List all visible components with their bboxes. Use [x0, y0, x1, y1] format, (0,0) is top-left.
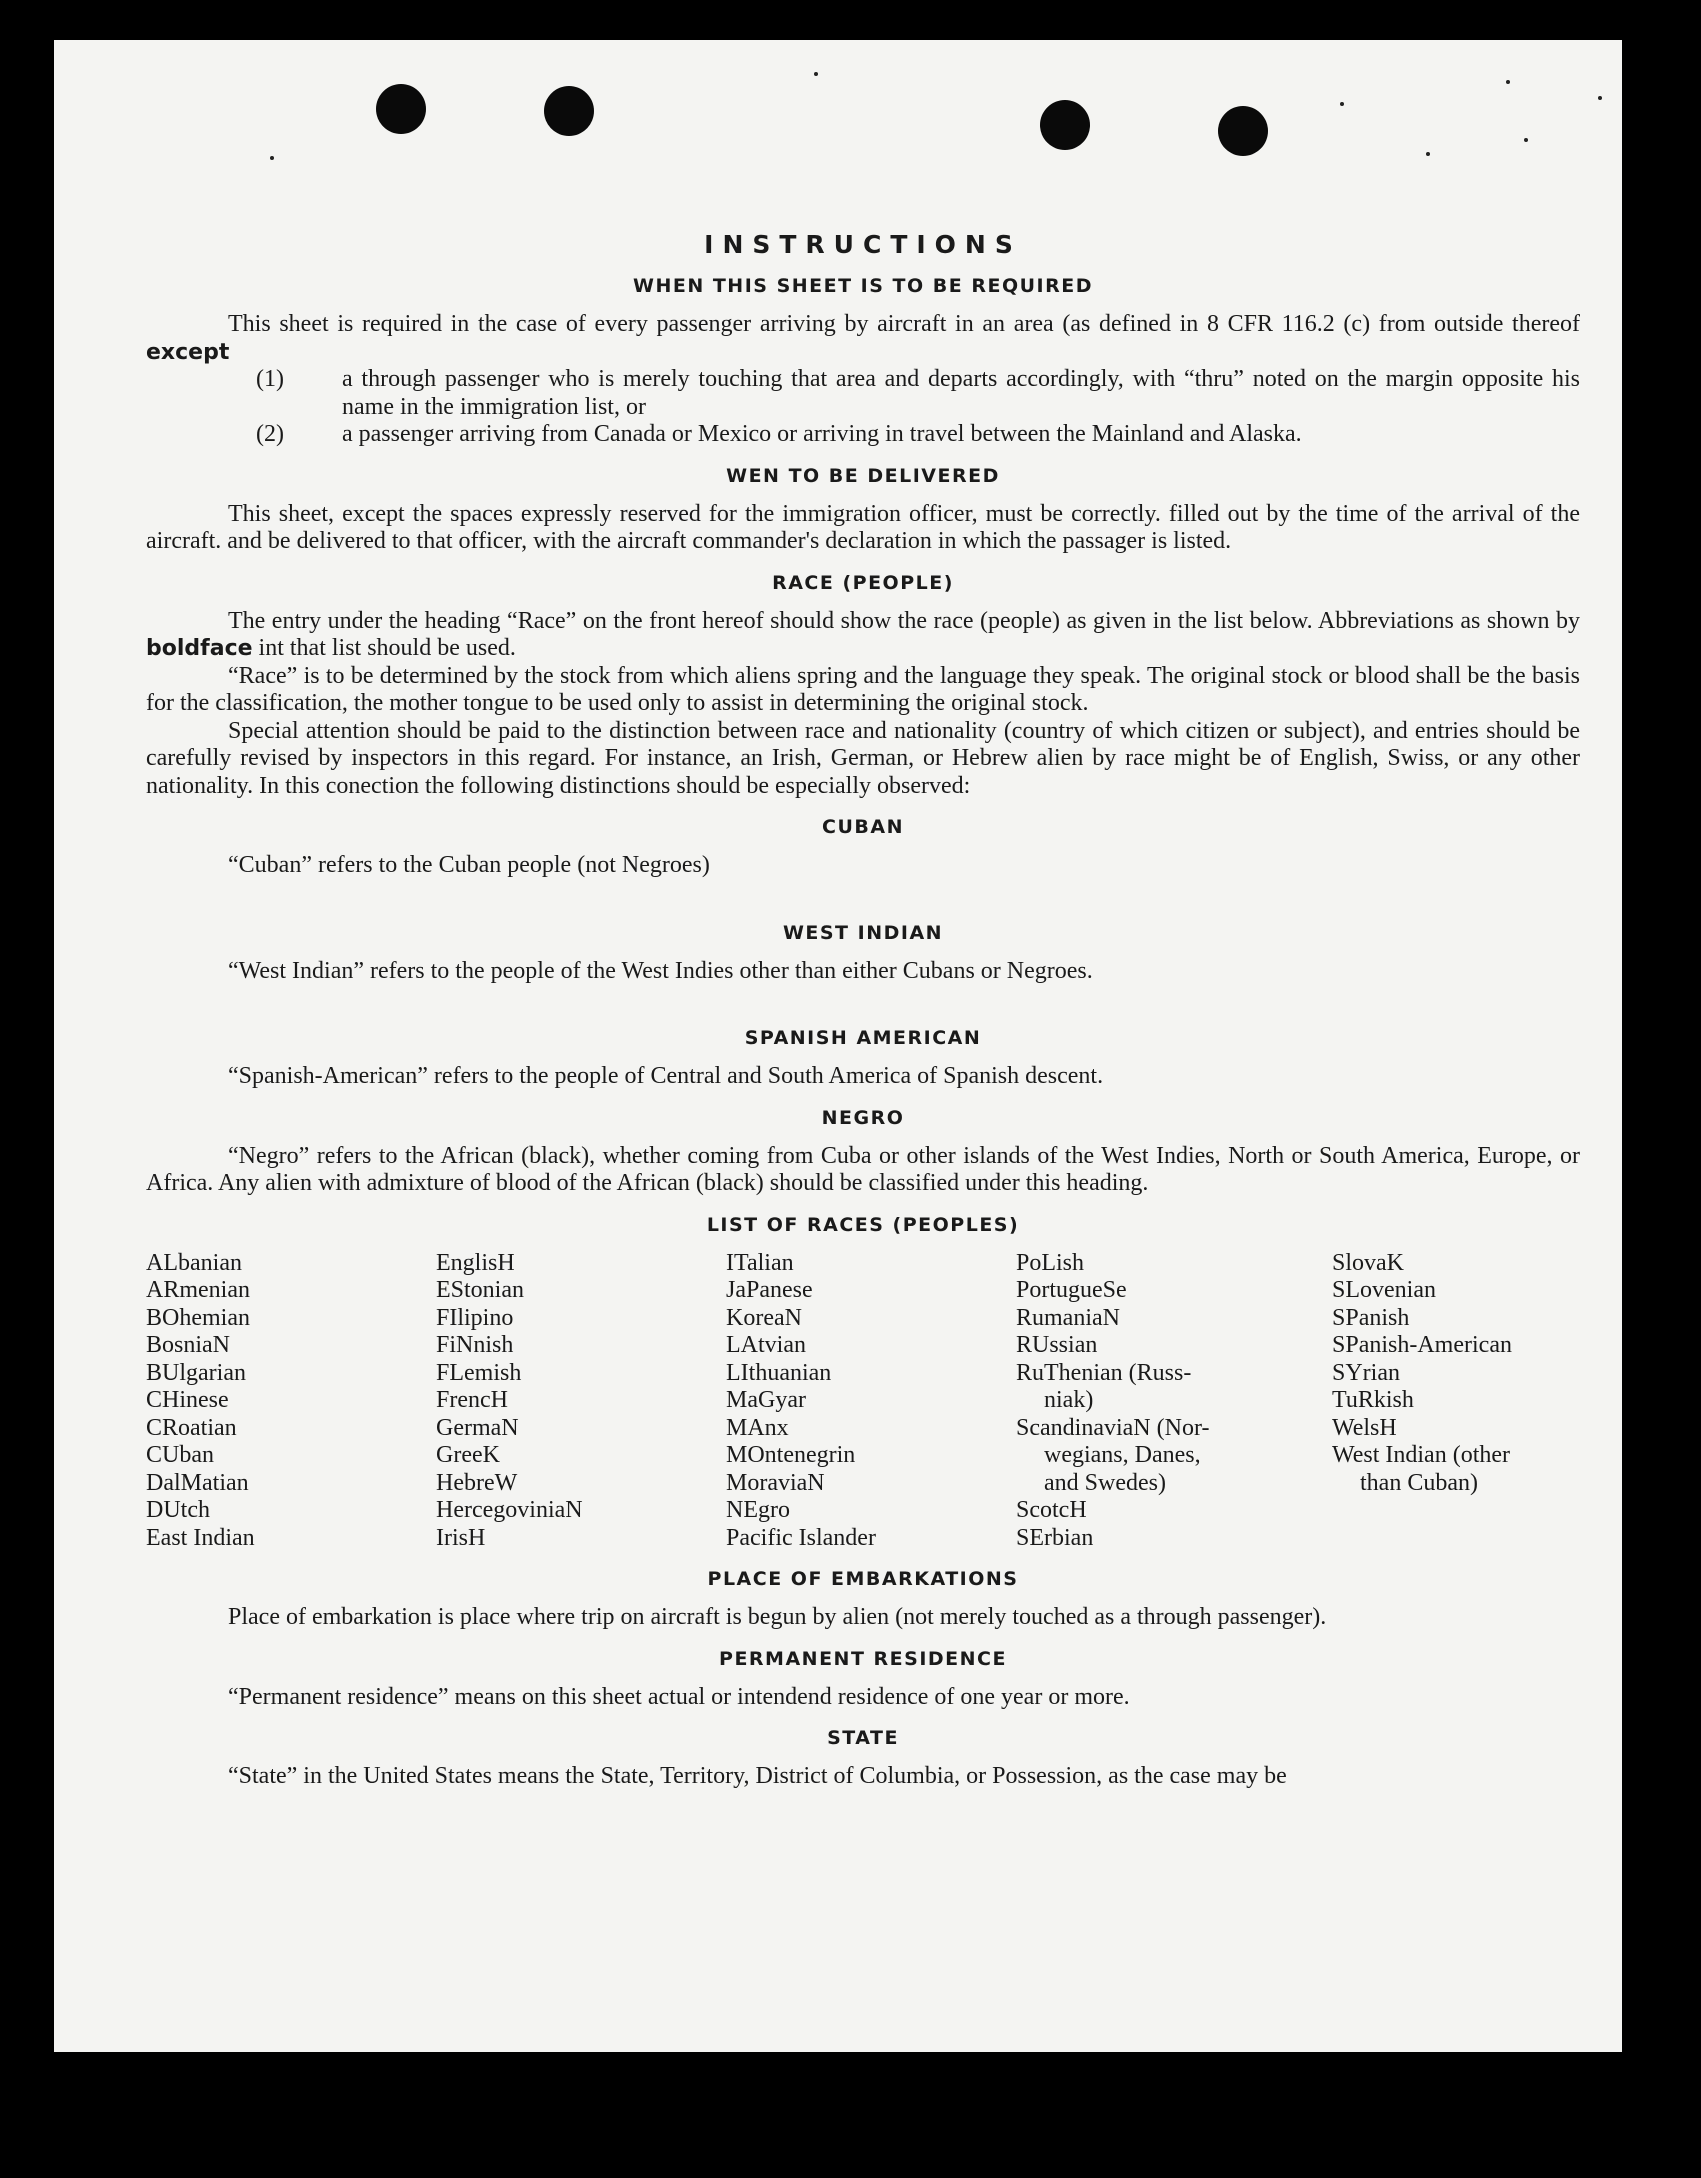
race-item: than Cuban)	[1360, 1469, 1478, 1496]
race-item: GermaN	[436, 1414, 519, 1441]
races-column-4	[1016, 1250, 1332, 1553]
paragraph-race-nationality: Special attention should be paid to the distinction between race and nationality (country of which citizen or subject), and entries should be carefully revised by inspectors in this regard. For instance, an Irish, German, or Hebrew alien by race might be of English, Swiss, or any other nationality. In this conection the following distinctions should be especially observed:	[146, 717, 1580, 799]
race-item: BosniaN	[146, 1332, 230, 1358]
race-item: ITalian	[726, 1249, 794, 1276]
race-item: LAtvian	[726, 1332, 806, 1358]
race-item: FiNnish	[436, 1332, 514, 1358]
heading-spanish-american: SPANISH AMERICAN	[744, 1027, 982, 1049]
race-item: SlovaK	[1332, 1249, 1404, 1276]
paragraph-race-entry: The entry under the heading “Race” on the front hereof should show the race (people) as given in the list below. Abbreviations as shown by boldface int that list should be used.	[146, 607, 1580, 661]
paragraph-permanent-residence: “Permanent residence” means on this sheet actual or intendend residence of one year or more.	[228, 1683, 1130, 1710]
speck	[1426, 152, 1430, 156]
races-column-2	[436, 1250, 726, 1553]
race-item: SPanish-American	[1332, 1332, 1512, 1358]
race-item: ScandinaviaN (Nor-	[1016, 1414, 1210, 1441]
paragraph-state: “State” in the United States means the State, Territory, District of Columbia, or Possession, as the case may be	[228, 1763, 1287, 1789]
race-item: West Indian (other	[1332, 1442, 1511, 1468]
race-item: CRoatian	[146, 1414, 237, 1441]
race-item: CUban	[146, 1442, 214, 1468]
races-column-3	[726, 1250, 1016, 1553]
speck	[1340, 102, 1344, 106]
race-item: BUlgarian	[146, 1359, 246, 1386]
race-item: NEgro	[726, 1497, 790, 1523]
race-item: IrisH	[436, 1524, 486, 1551]
paragraph-spanish-american: “Spanish-American” refers to the people of Central and South America of Spanish descent.	[228, 1063, 1104, 1089]
heading-delivered: WEN TO BE DELIVERED	[726, 464, 1000, 487]
heading-list-of-races: LIST OF RACES (PEOPLES)	[706, 1213, 1020, 1236]
race-item: GreeK	[436, 1442, 500, 1468]
paragraph-west-indian: “West Indian” refers to the people of the West Indies other than either Cubans or Negroes.	[228, 957, 1093, 984]
punch-hole	[376, 84, 426, 134]
heading-state: STATE	[827, 1727, 899, 1749]
race-item: KoreaN	[726, 1304, 802, 1331]
speck	[1524, 138, 1528, 142]
heading-west-indian: WEST INDIAN	[782, 921, 944, 944]
punch-hole	[1218, 106, 1268, 156]
race-item: FrencH	[436, 1387, 508, 1413]
race-item: and Swedes)	[1044, 1469, 1166, 1496]
races-column-5	[1332, 1250, 1580, 1553]
race-item: LIthuanian	[726, 1359, 832, 1386]
bold-except: except	[146, 339, 230, 365]
race-item: DalMatian	[146, 1469, 249, 1496]
race-item: ARmenian	[146, 1277, 250, 1303]
race-item: RUssian	[1016, 1332, 1098, 1358]
race-item: EStonian	[436, 1277, 524, 1303]
race-item: MaGyar	[726, 1387, 806, 1413]
race-item: JaPanese	[726, 1277, 813, 1303]
speck	[1506, 80, 1510, 84]
race-item: ScotcH	[1016, 1497, 1087, 1523]
paragraph-when-required: This sheet is required in the case of every passenger arriving by aircraft in an area (as defined in 8 CFR 116.2 (c) from outside thereof except	[146, 311, 1580, 365]
race-item: SLovenian	[1332, 1277, 1436, 1303]
speck	[270, 156, 274, 160]
races-column-1	[146, 1250, 436, 1553]
heading-cuban: CUBAN	[822, 816, 904, 838]
race-item: DUtch	[146, 1497, 210, 1523]
paragraph-delivered: This sheet, except the spaces expressly reserved for the immigration officer, must be correctly. filled out by the time of the arrival of the aircraft. and be delivered to that officer, with the aircraft commander's declaration in which the passager is listed.	[146, 500, 1580, 554]
race-item: SPanish	[1332, 1304, 1410, 1331]
race-item: East Indian	[146, 1524, 255, 1551]
paragraph-race-definition: “Race” is to be determined by the stock from which aliens spring and the language they speak. The original stock or blood shall be the basis for the classification, the mother tongue to be used only to assist in determining the original stock.	[146, 662, 1580, 716]
race-item: BOhemian	[146, 1304, 250, 1331]
heading-race: RACE (PEOPLE)	[772, 571, 954, 594]
races-list	[146, 1250, 1580, 1553]
speck	[814, 72, 818, 76]
race-item: HercegoviniaN	[436, 1497, 583, 1523]
document-body	[146, 185, 1580, 1791]
punch-hole	[544, 86, 594, 136]
heading-negro: NEGRO	[821, 1106, 905, 1129]
speck	[1598, 96, 1602, 100]
document-page	[54, 40, 1622, 2052]
race-item: EnglisH	[436, 1249, 515, 1276]
paragraph-embarkation: Place of embarkation is place where trip on aircraft is begun by alien (not merely touched as a through passenger).	[228, 1604, 1327, 1630]
list-item-canada-mexico: (2) a passenger arriving from Canada or Mexico or arriving in travel between the Mainland and Alaska.	[256, 421, 1302, 447]
bold-boldface: boldface	[146, 636, 253, 661]
paragraph-cuban: “Cuban” refers to the Cuban people (not Negroes)	[228, 852, 710, 878]
paragraph-negro: “Negro” refers to the African (black), whether coming from Cuba or other islands of the West Indies, North or South America, Europe, or Africa. Any alien with admixture of blood of the African (black) should be classified under this heading.	[146, 1142, 1580, 1196]
race-item: RumaniaN	[1016, 1304, 1120, 1331]
race-item: RuThenian (Russ-	[1016, 1359, 1192, 1386]
race-item: SYrian	[1332, 1359, 1400, 1386]
heading-when-required: WHEN THIS SHEET IS TO BE REQUIRED	[632, 275, 1093, 297]
page-title: INSTRUCTIONS	[704, 230, 1022, 259]
race-item: wegians, Danes,	[1044, 1442, 1201, 1468]
race-item: CHinese	[146, 1387, 229, 1413]
race-item: ALbanian	[146, 1249, 242, 1276]
race-item: MOntenegrin	[726, 1442, 856, 1468]
punch-hole	[1040, 100, 1090, 150]
race-item: HebreW	[436, 1469, 518, 1496]
race-item: niak)	[1044, 1387, 1094, 1413]
race-item: PoLish	[1016, 1249, 1085, 1276]
race-item: Pacific Islander	[726, 1524, 876, 1551]
race-item: PortugueSe	[1016, 1277, 1127, 1303]
heading-permanent-residence: PERMANENT RESIDENCE	[719, 1647, 1007, 1670]
heading-embarkation: PLACE OF EMBARKATIONS	[707, 1568, 1019, 1590]
race-item: WelsH	[1332, 1414, 1397, 1441]
race-item: FIlipino	[436, 1304, 514, 1331]
race-item: SErbian	[1016, 1524, 1094, 1551]
race-item: MAnx	[726, 1414, 789, 1441]
race-item: MoraviaN	[726, 1469, 825, 1496]
race-item: FLemish	[436, 1359, 522, 1386]
race-item: TuRkish	[1332, 1387, 1414, 1413]
list-item-through-passenger: (1) a through passenger who is merely touching that area and departs accordingly, with “thru” noted on the margin opposite his name in the immigration list, or	[256, 366, 1580, 420]
